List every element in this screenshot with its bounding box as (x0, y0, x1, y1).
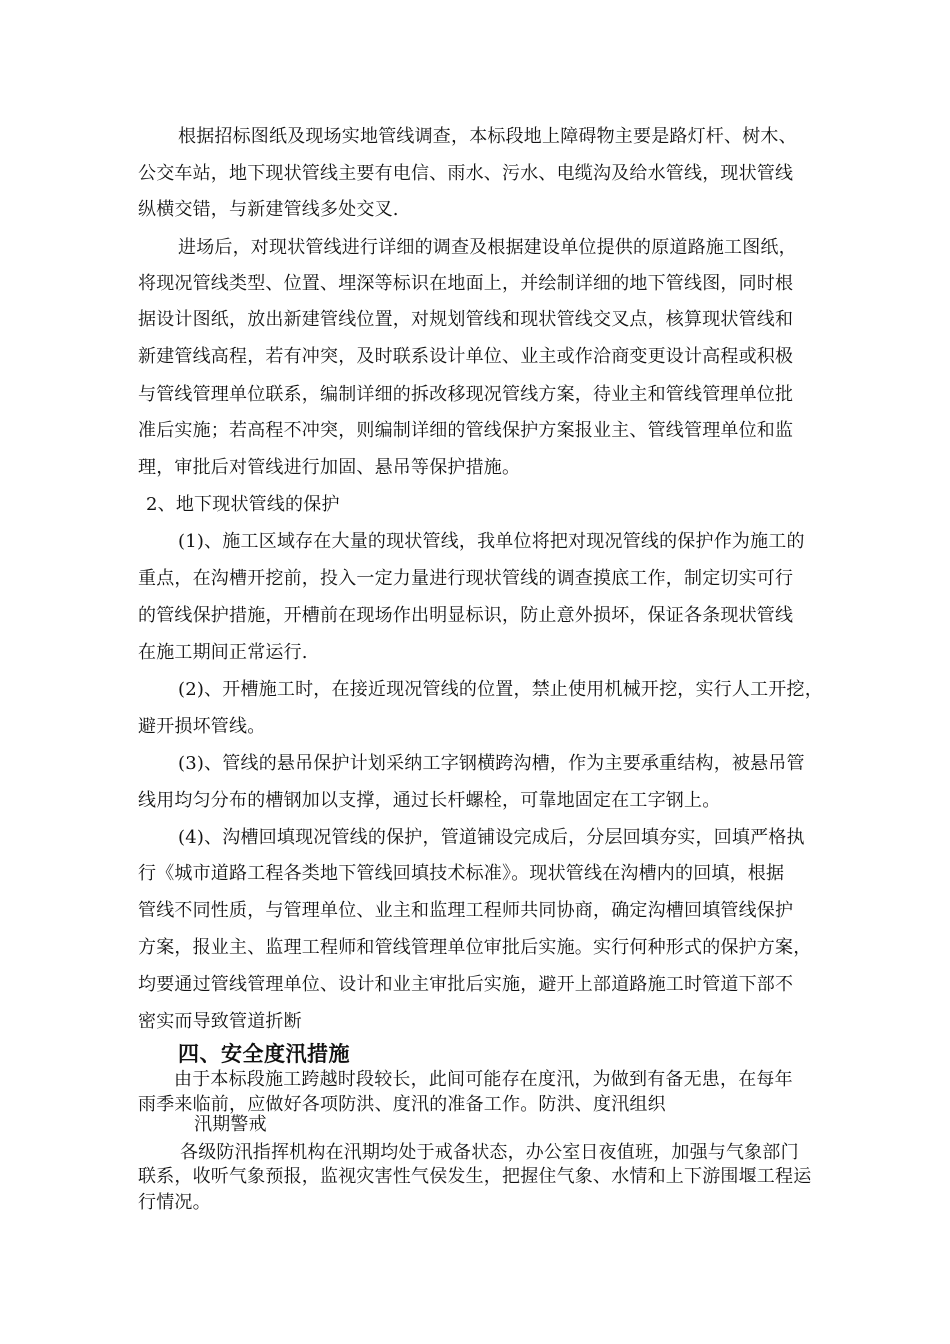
paragraph-line: 新建管线高程，若有冲突，及时联系设计单位、业主或作洽商变更设计高程或积极 (138, 346, 794, 367)
list-item-line: 的管线保护措施，开槽前在现场作出明显标识，防止意外损坏，保证各条现状管线 (138, 605, 794, 626)
list-item-line: 均要通过管线管理单位、设计和业主审批后实施，避开上部道路施工时管道下部不 (138, 974, 794, 995)
list-item-line: (2)、开槽施工时，在接近现况管线的位置，禁止使用机械开挖，实行人工开挖， (178, 679, 823, 700)
section-heading: 四、安全度汛措施 (178, 1042, 350, 1066)
alert-body-line: 行情况。 (138, 1192, 211, 1213)
paragraph-line: 与管线管理单位联系，编制详细的拆改移现况管线方案，待业主和管线管理单位批 (138, 384, 794, 405)
section-intro-line: 由于本标段施工跨越时段较长，此间可能存在度汛，为做到有备无患，在每年 (174, 1069, 793, 1090)
alert-body-line: 联系，收听气象预报，监视灾害性气侯发生，把握住气象、水情和上下游围堰工程运 (138, 1166, 812, 1187)
list-item-line: 行《城市道路工程各类地下管线回填技术标准》。现状管线在沟槽内的回填，根据 (138, 863, 785, 884)
paragraph-line: 据设计图纸，放出新建管线位置，对规划管线和现状管线交叉点，核算现状管线和 (138, 309, 794, 330)
list-item-line: 重点，在沟槽开挖前，投入一定力量进行现状管线的调查摸底工作，制定切实可行 (138, 568, 794, 589)
list-item-line: 线用均匀分布的槽钢加以支撑，通过长杆螺栓，可靠地固定在工字钢上。 (138, 790, 721, 811)
alert-body-line: 各级防汛指挥机构在汛期均处于戒备状态，办公室日夜值班，加强与气象部门 (180, 1142, 799, 1163)
paragraph-line: 理，审批后对管线进行加固、悬吊等保护措施。 (138, 457, 521, 478)
alert-title: 汛期警戒 (194, 1114, 267, 1135)
paragraph-line: 根据招标图纸及现场实地管线调查，本标段地上障碍物主要是路灯杆、树木、 (178, 126, 797, 147)
list-item-line: 密实而导致管道折断 (138, 1011, 302, 1032)
list-item-line: 在施工期间正常运行. (138, 642, 308, 663)
subsection-title: 2、地下现状管线的保护 (146, 494, 340, 515)
list-item-line: (1)、施工区域存在大量的现状管线，我单位将把对现况管线的保护作为施工的 (178, 531, 805, 552)
list-item-line: 管线不同性质，与管理单位、业主和监理工程师共同协商，确定沟槽回填管线保护 (138, 900, 794, 921)
list-item-line: (4)、沟槽回填现况管线的保护，管道铺设完成后，分层回填夯实，回填严格执 (178, 827, 805, 848)
paragraph-line: 纵横交错，与新建管线多处交叉. (138, 199, 399, 220)
paragraph-line: 将现况管线类型、位置、埋深等标识在地面上，并绘制详细的地下管线图，同时根 (138, 273, 794, 294)
section-intro-line: 雨季来临前，应做好各项防洪、度汛的准备工作。防洪、度汛组织 (138, 1094, 666, 1115)
list-item-line: 避开损坏管线。 (138, 716, 266, 737)
paragraph-line: 准后实施；若高程不冲突，则编制详细的管线保护方案报业主、管线管理单位和监 (138, 420, 794, 441)
list-item-line: (3)、管线的悬吊保护计划采纳工字钢横跨沟槽，作为主要承重结构，被悬吊管 (178, 753, 805, 774)
paragraph-line: 公交车站，地下现状管线主要有电信、雨水、污水、电缆沟及给水管线，现状管线 (138, 163, 794, 184)
list-item-line: 方案，报业主、监理工程师和管线管理单位审批后实施。实行何种形式的保护方案， (138, 937, 812, 958)
paragraph-line: 进场后，对现状管线进行详细的调查及根据建设单位提供的原道路施工图纸， (178, 237, 797, 258)
